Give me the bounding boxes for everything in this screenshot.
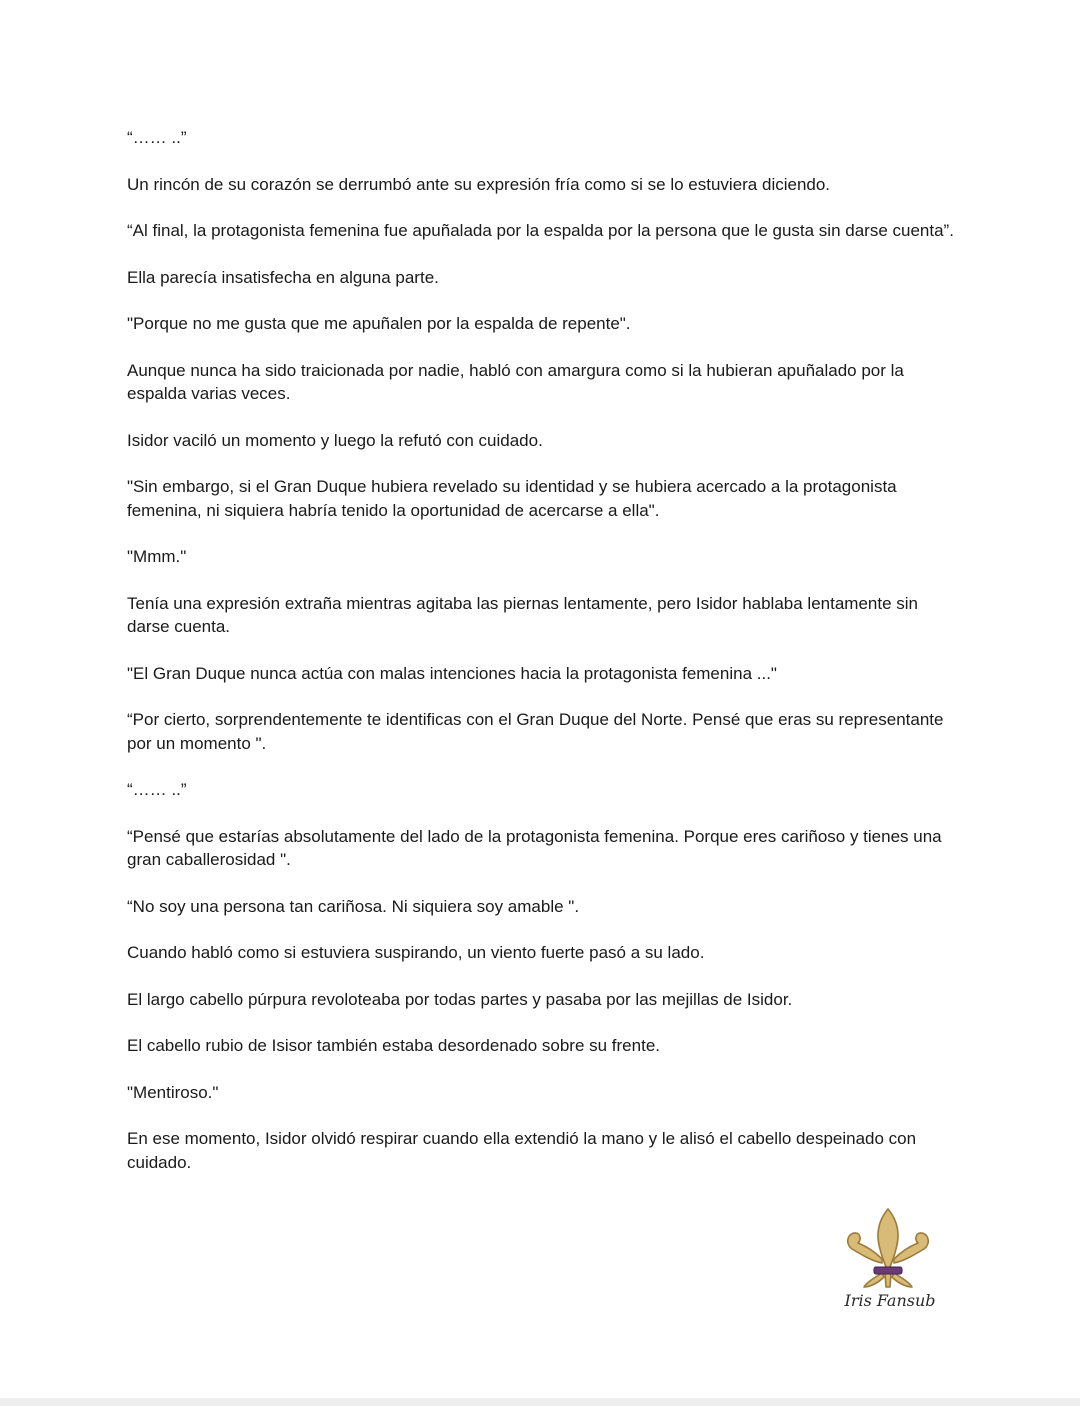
paragraph: Isidor vaciló un momento y luego la refutó con cuidado. (127, 430, 543, 450)
document-body (127, 126, 957, 1197)
paragraph: “…… ..” (127, 780, 187, 799)
paragraph: “…… ..” (127, 128, 187, 147)
paragraph: “Por cierto, sorprendentemente te identificas con el Gran Duque del Norte. Pensé que eras su representante por un momento ". (127, 710, 944, 753)
paragraph: El largo cabello púrpura revoloteaba por todas partes y pasaba por las mejillas de Isidor. (127, 989, 793, 1009)
paragraph: "Mentiroso." (127, 1082, 219, 1102)
paragraph: "Mmm." (127, 547, 187, 566)
watermark-logo (838, 1205, 942, 1317)
paragraph: "Porque no me gusta que me apuñalen por la espalda de repente". (127, 314, 631, 333)
paragraph: “Al final, la protagonista femenina fue apuñalada por la espalda por la persona que le gusta sin darse cuenta”. (127, 221, 954, 240)
paragraph: El cabello rubio de Isisor también estaba desordenado sobre su frente. (127, 1036, 660, 1055)
paragraph: “No soy una persona tan cariñosa. Ni siquiera soy amable ". (127, 896, 580, 916)
paragraph: Un rincón de su corazón se derrumbó ante su expresión fría como si se lo estuviera diciendo. (127, 174, 831, 194)
fleur-de-lis-icon (838, 1205, 942, 1291)
paragraph: "El Gran Duque nunca actúa con malas intenciones hacia la protagonista femenina ..." (127, 663, 777, 683)
paragraph: Ella parecía insatisfecha en alguna parte. (127, 267, 439, 287)
paragraph: Cuando habló como si estuviera suspirando, un viento fuerte pasó a su lado. (127, 943, 705, 962)
paragraph: En ese momento, Isidor olvidó respirar cuando ella extendió la mano y le alisó el cabello despeinado con cuidado. (127, 1129, 917, 1172)
paragraph: Tenía una expresión extraña mientras agitaba las piernas lentamente, pero Isidor hablaba lentamente sin darse cuenta. (127, 593, 918, 636)
page-bottom-edge (0, 1398, 1080, 1406)
paragraph: Aunque nunca ha sido traicionada por nadie, habló con amargura como si la hubieran apuñalado por la espalda varias veces. (127, 360, 904, 403)
paragraph: “Pensé que estarías absolutamente del lado de la protagonista femenina. Porque eres cariñoso y tienes una gran caballerosidad ". (127, 826, 942, 869)
watermark-text: Iris Fansub (844, 1291, 936, 1310)
paragraph: "Sin embargo, si el Gran Duque hubiera revelado su identidad y se hubiera acercado a la protagonista femenina, ni siquiera habría tenido la oportunidad de acercarse a ella". (127, 477, 897, 520)
